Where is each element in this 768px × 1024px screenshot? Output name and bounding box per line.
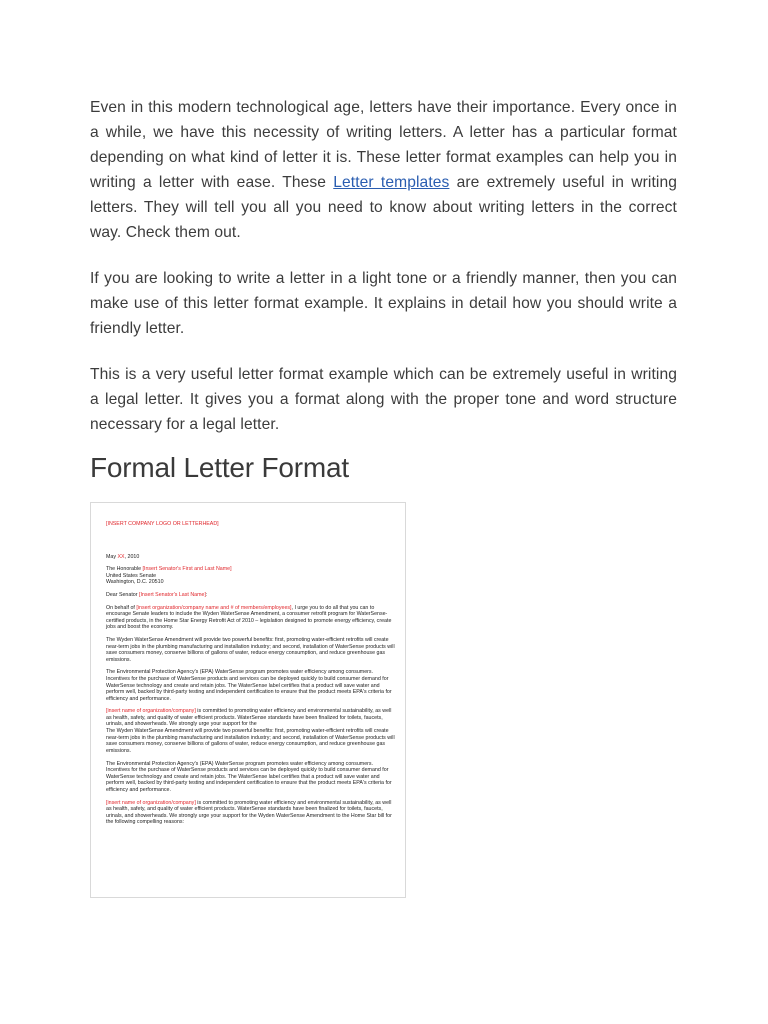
letter-date — [106, 554, 396, 561]
intro-paragraph — [90, 95, 677, 245]
intro-text-end: are extremely useful in writing letters. They will tell you all you need to know about writing letters in the correct way. Check them out. — [90, 174, 677, 241]
letter-paragraph-2: The Wyden WaterSense Amendment will provide two powerful benefits: first, promoting water-efficient retrofits will create near-term jobs in the plumbing manufacturing and installation industry; and second, installation of WaterSense products will save consumers money, conserve billions of gallons of water, reduce energy consumption, and reduce greenhouse gas emissions. — [106, 636, 395, 663]
letterhead-placeholder: [INSERT COMPANY LOGO OR LETTERHEAD] — [106, 521, 219, 527]
salutation — [106, 592, 396, 599]
p7-rest: is committed to promoting water efficiency and environmental sustainability, as well as health, safety, and quality of water efficient products. WaterSense standards have been finalized for toilets, faucets, urinals, and showerheads. We strongly urge your support for the Wyden WaterSense Amendment to the Home Star bill for the following compelling reasons: — [106, 799, 392, 826]
intro-text-start: Even in this modern technological age, letters have their importance. Every once in a while, we have this necessity of writing letters. A letter has a particular format depending on what kind of letter it is. These letter format examples can help you in writing a letter with ease. These — [90, 99, 677, 191]
salutation-name-placeholder: [Insert Senator's Last Name] — [138, 591, 206, 598]
letter-paragraph-3: The Environmental Protection Agency's (EPA) WaterSense program promotes water efficiency among consumers. Incentives for the purchase of WaterSense products and services can be deployed quickly to build consumer demand for WaterSense technology and create and retain jobs. The WaterSense label certifies that a product will save water and perform well, backed by third-party testing and independent certification to ensure that the product meets EPA's criteria for efficiency and performance. — [106, 669, 392, 702]
date-placeholder: XX — [117, 553, 125, 560]
date-prefix: May — [106, 553, 118, 560]
sample-letter — [106, 521, 396, 832]
letter-templates-link[interactable]: Letter templates — [333, 174, 450, 191]
salutation-prefix: Dear Senator — [106, 591, 139, 598]
recipient-line2: United States Senate — [106, 572, 157, 579]
letter-paragraph-5: The Wyden WaterSense Amendment will provide two powerful benefits: first, promoting water-efficient retrofits will create near-term jobs in the plumbing manufacturing and installation industry; and second, installation of WaterSense products will save consumers money, conserve billions of gallons of water, reduce energy consumption, and reduce greenhouse gas emissions. — [106, 728, 395, 755]
letter-paragraph-6: The Environmental Protection Agency's (EPA) WaterSense program promotes water efficiency among consumers. Incentives for the purchase of WaterSense products and services can be deployed quickly to build consumer demand for WaterSense technology and create and retain jobs. The WaterSense label certifies that a product will save water and perform well, backed by third-party testing and independent certification to ensure that the product meets EPA's criteria for efficiency and performance. — [106, 760, 392, 794]
letter-paragraph-1 — [106, 605, 396, 631]
p1-prefix: On behalf of — [106, 604, 137, 611]
p4-rest: is committed to promoting water efficiency and environmental sustainability, as well as health, safety, and quality of water efficient products. WaterSense standards have been finalized for toilets, faucets, urinals, and showerheads. We strongly urge your support for the — [106, 708, 392, 728]
recipient-prefix: The Honorable — [106, 566, 143, 573]
legal-letter-paragraph: This is a very useful letter format example which can be extremely useful in writing a legal letter. It gives you a format along with the proper tone and word structure necessary for a legal letter. — [90, 366, 677, 433]
letter-paragraph-7 — [106, 800, 396, 826]
letter-paragraph-4 — [106, 708, 396, 728]
friendly-letter-paragraph: If you are looking to write a letter in a light tone or a friendly manner, then you can make use of this letter format example. It explains in detail how you should write a friendly letter. — [90, 270, 677, 337]
p1-rest: , I urge you to do all that you can to encourage Senate leaders to include the Wyden WaterSense Amendment, a consumer retrofit program for WaterSense-certified products, in the Home Star Energy Retrofit Act of 2010 – legislation designed to promote energy efficiency, create jobs and boost the economy. — [106, 604, 392, 631]
salutation-colon: : — [205, 591, 208, 598]
p1-org-placeholder: [insert organization/company name and # of members/employees] — [136, 604, 292, 611]
formal-letter-image[interactable] — [90, 502, 406, 898]
p4-org-placeholder: [insert name of organization/company] — [106, 708, 196, 715]
section-heading: Formal Letter Format — [90, 452, 349, 483]
recipient-name-placeholder: [Insert Senator's First and Last Name] — [142, 566, 232, 573]
date-suffix: , 2010 — [124, 553, 140, 560]
recipient-address — [106, 566, 396, 586]
recipient-line3: Washington, D.C. 20510 — [106, 579, 164, 586]
p7-org-placeholder: [insert name of organization/company] — [106, 799, 196, 806]
